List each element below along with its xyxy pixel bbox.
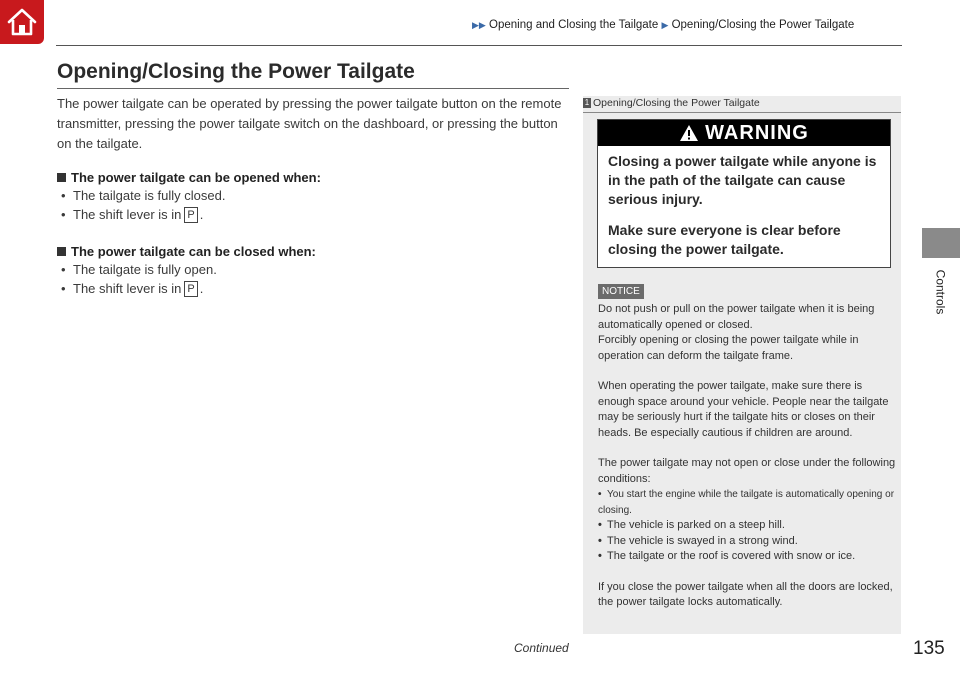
opened-conditions-list — [61, 186, 225, 224]
list-item: • The shift lever is in P . — [61, 281, 204, 296]
list-item: • The tailgate is fully open. — [61, 262, 217, 277]
list-item: • The shift lever is in P . — [61, 207, 204, 222]
page-number: 135 — [913, 638, 945, 659]
list-item: • You start the engine while the tailgate is automatically opening or closing. — [598, 489, 895, 516]
breadcrumb-item[interactable]: Opening and Closing the Tailgate — [489, 19, 659, 31]
warning-box — [597, 119, 891, 268]
section-heading-opened: The power tailgate can be opened when: — [57, 170, 321, 185]
title-divider — [57, 88, 569, 89]
notice-badge: NOTICE — [598, 284, 644, 299]
warning-banner — [598, 120, 890, 146]
home-button[interactable] — [0, 0, 44, 44]
gear-p-symbol: P — [184, 281, 197, 297]
paragraph: When operating the power tailgate, make sure there is enough space around your vehicle. People near the tailgate may be seriously hurt if the tailgate hits or closes on their heads. Be especially cautious if children are around. — [598, 380, 889, 439]
list-item: • The vehicle is swayed in a strong wind. — [598, 534, 798, 547]
square-bullet-icon — [57, 173, 66, 182]
sidebar-body — [598, 302, 898, 611]
list-item: • The vehicle is parked on a steep hill. — [598, 519, 785, 531]
paragraph: The power tailgate may not open or close under the following conditions: — [598, 457, 896, 485]
gear-p-symbol: P — [184, 207, 197, 223]
warning-label: WARNING — [705, 121, 809, 144]
warning-text: Make sure everyone is clear before closing the power tailgate. — [608, 222, 841, 257]
warning-text: Closing a power tailgate while anyone is in the path of the tailgate can cause serious injury. — [608, 153, 877, 207]
continued-label: Continued — [514, 641, 569, 655]
square-bullet-icon — [57, 247, 66, 256]
list-item: • The tailgate or the roof is covered with snow or ice. — [598, 550, 856, 562]
reference-number: 1 — [584, 98, 590, 107]
list-item: • The tailgate is fully closed. — [61, 188, 226, 203]
sidebar-notes — [583, 96, 901, 634]
notice-text: Do not push or pull on the power tailgate when it is being automatically opened or closed. — [598, 303, 875, 331]
paragraph: If you close the power tailgate when all the doors are locked, the power tailgate locks automatically. — [598, 580, 893, 608]
breadcrumb — [472, 19, 904, 31]
breadcrumb-arrow-icon: ▶▶ — [472, 20, 486, 30]
section-tab-label: Controls — [933, 269, 947, 315]
intro-paragraph: The power tailgate can be operated by pressing the power tailgate button on the remote transmitter, pressing the power tailgate switch on the dashboard, or pressing the button on the tailgate. — [57, 96, 562, 151]
section-heading-closed: The power tailgate can be closed when: — [57, 244, 316, 259]
closed-conditions-list — [61, 260, 217, 298]
breadcrumb-item[interactable]: Opening/Closing the Power Tailgate — [671, 19, 855, 31]
header-divider — [56, 45, 902, 46]
breadcrumb-arrow-icon: ▶ — [661, 20, 669, 30]
home-icon — [5, 5, 39, 39]
section-tab-marker[interactable] — [922, 228, 960, 258]
sidebar-heading: 1 Opening/Closing the Power Tailgate — [583, 96, 901, 113]
page-title: Opening/Closing the Power Tailgate — [57, 60, 415, 83]
warning-triangle-icon — [679, 124, 699, 142]
notice-text: Forcibly opening or closing the power tailgate while in operation can deform the tailgate frame. — [598, 334, 859, 362]
